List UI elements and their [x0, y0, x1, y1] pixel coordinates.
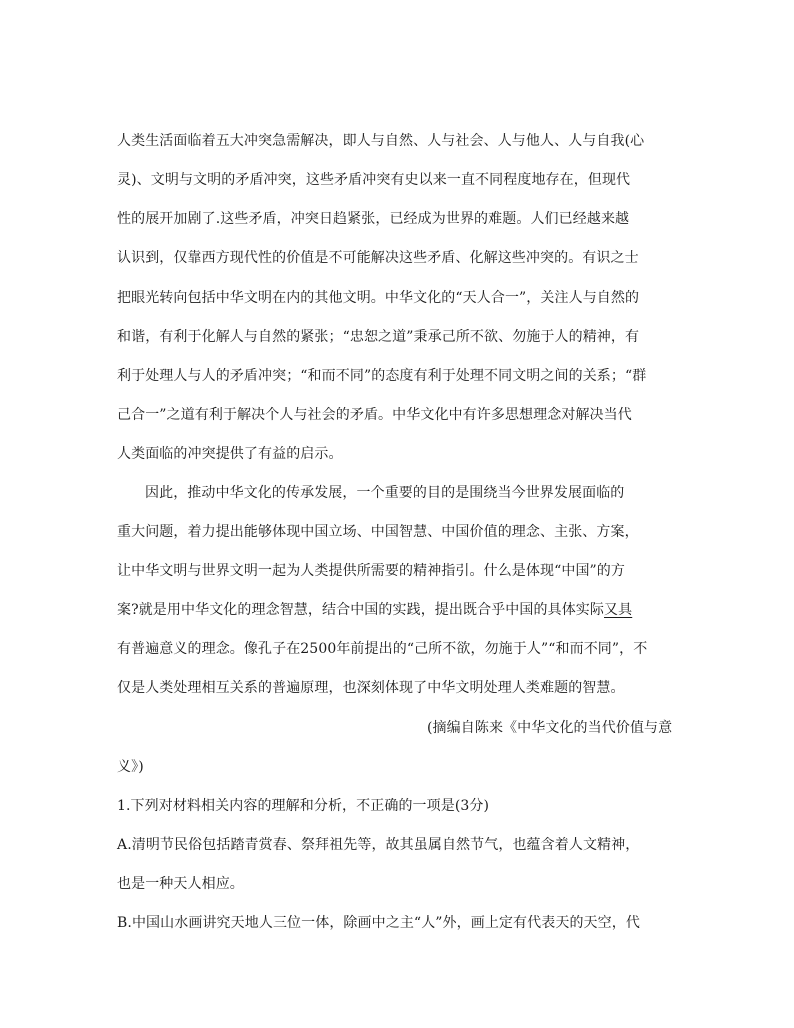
paragraph-2-line-1: 因此，推动中华文化的传承发展，一个重要的目的是围绕当今世界发展面临的: [145, 485, 625, 501]
paragraph-1-line-2: 灵)、文明与文明的矛盾冲突，这些矛盾冲突有史以来一直不同程度地存在，但现代: [117, 172, 631, 188]
source-citation: (摘编自陈来《中华文化的当代价值与意: [427, 720, 673, 736]
option-b-line-1: B.中国山水画讲究天地人三位一体，除画中之主“人”外，画上定有代表天的天空，代: [117, 915, 640, 931]
line-text: 案?就是用中华文化的理念智慧，结合中国的实践，提出既合乎中国的具体实际: [117, 602, 605, 618]
paragraph-1-line-4: 认识到，仅靠西方现代性的价值是不可能解决这些矛盾、化解这些冲突的。有识之士: [117, 250, 639, 266]
option-a-line-1: A.清明节民俗包括踏青赏春、祭拜祖先等，故其虽属自然节气，也蕴含着人文精神，: [117, 837, 640, 853]
paragraph-1-line-9: 人类面临的冲突提供了有益的启示。: [117, 446, 343, 462]
paragraph-1-line-3: 性的展开加剧了.这些矛盾，冲突日趋紧张，已经成为世界的难题。人们已经越来越: [117, 211, 630, 227]
source-citation-continued: 义》): [117, 759, 144, 775]
paragraph-2-line-5: 有普遍意义的理念。像孔子在2500年前提出的“己所不欲，勿施于人”“和而不同”，不: [117, 641, 648, 657]
question-1-stem: 1.下列对材料相关内容的理解和分析，不正确的一项是(3分): [117, 798, 490, 814]
option-a-line-2: 也是一种天人相应。: [117, 876, 244, 892]
paragraph-1-line-6: 和谐，有利于化解人与自然的紧张；“忠恕之道”秉承己所不欲、勿施于人的精神，有: [117, 329, 640, 345]
paragraph-2-line-6: 仅是人类处理相互关系的普遍原理，也深刻体现了中华文明处理人类难题的智慧。: [117, 680, 625, 696]
paragraph-1-line-5: 把眼光转向包括中华文明在内的其他文明。中华文化的“天人合一”，关注人与自然的: [117, 290, 640, 306]
paragraph-2-line-2: 重大问题，着力提出能够体现中国立场、中国智慧、中国价值的理念、主张、方案，: [117, 524, 639, 540]
paragraph-1-line-7: 利于处理人与人的矛盾冲突；“和而不同”的态度有利于处理不同文明之间的关系；“群: [117, 368, 647, 384]
paragraph-1-line-8: 己合一”之道有利于解决个人与社会的矛盾。中华文化中有许多思想理念对解决当代: [117, 407, 632, 423]
paragraph-2-line-4: [117, 600, 637, 620]
paragraph-1-line-1: 人类生活面临着五大冲突急需解决，即人与自然、人与社会、人与他人、人与自我(心: [117, 133, 645, 149]
paragraph-2-line-3: 让中华文明与世界文明一起为人类提供所需要的精神指引。什么是体现“中国”的方: [117, 563, 626, 579]
underlined-text: 又具: [604, 602, 633, 618]
